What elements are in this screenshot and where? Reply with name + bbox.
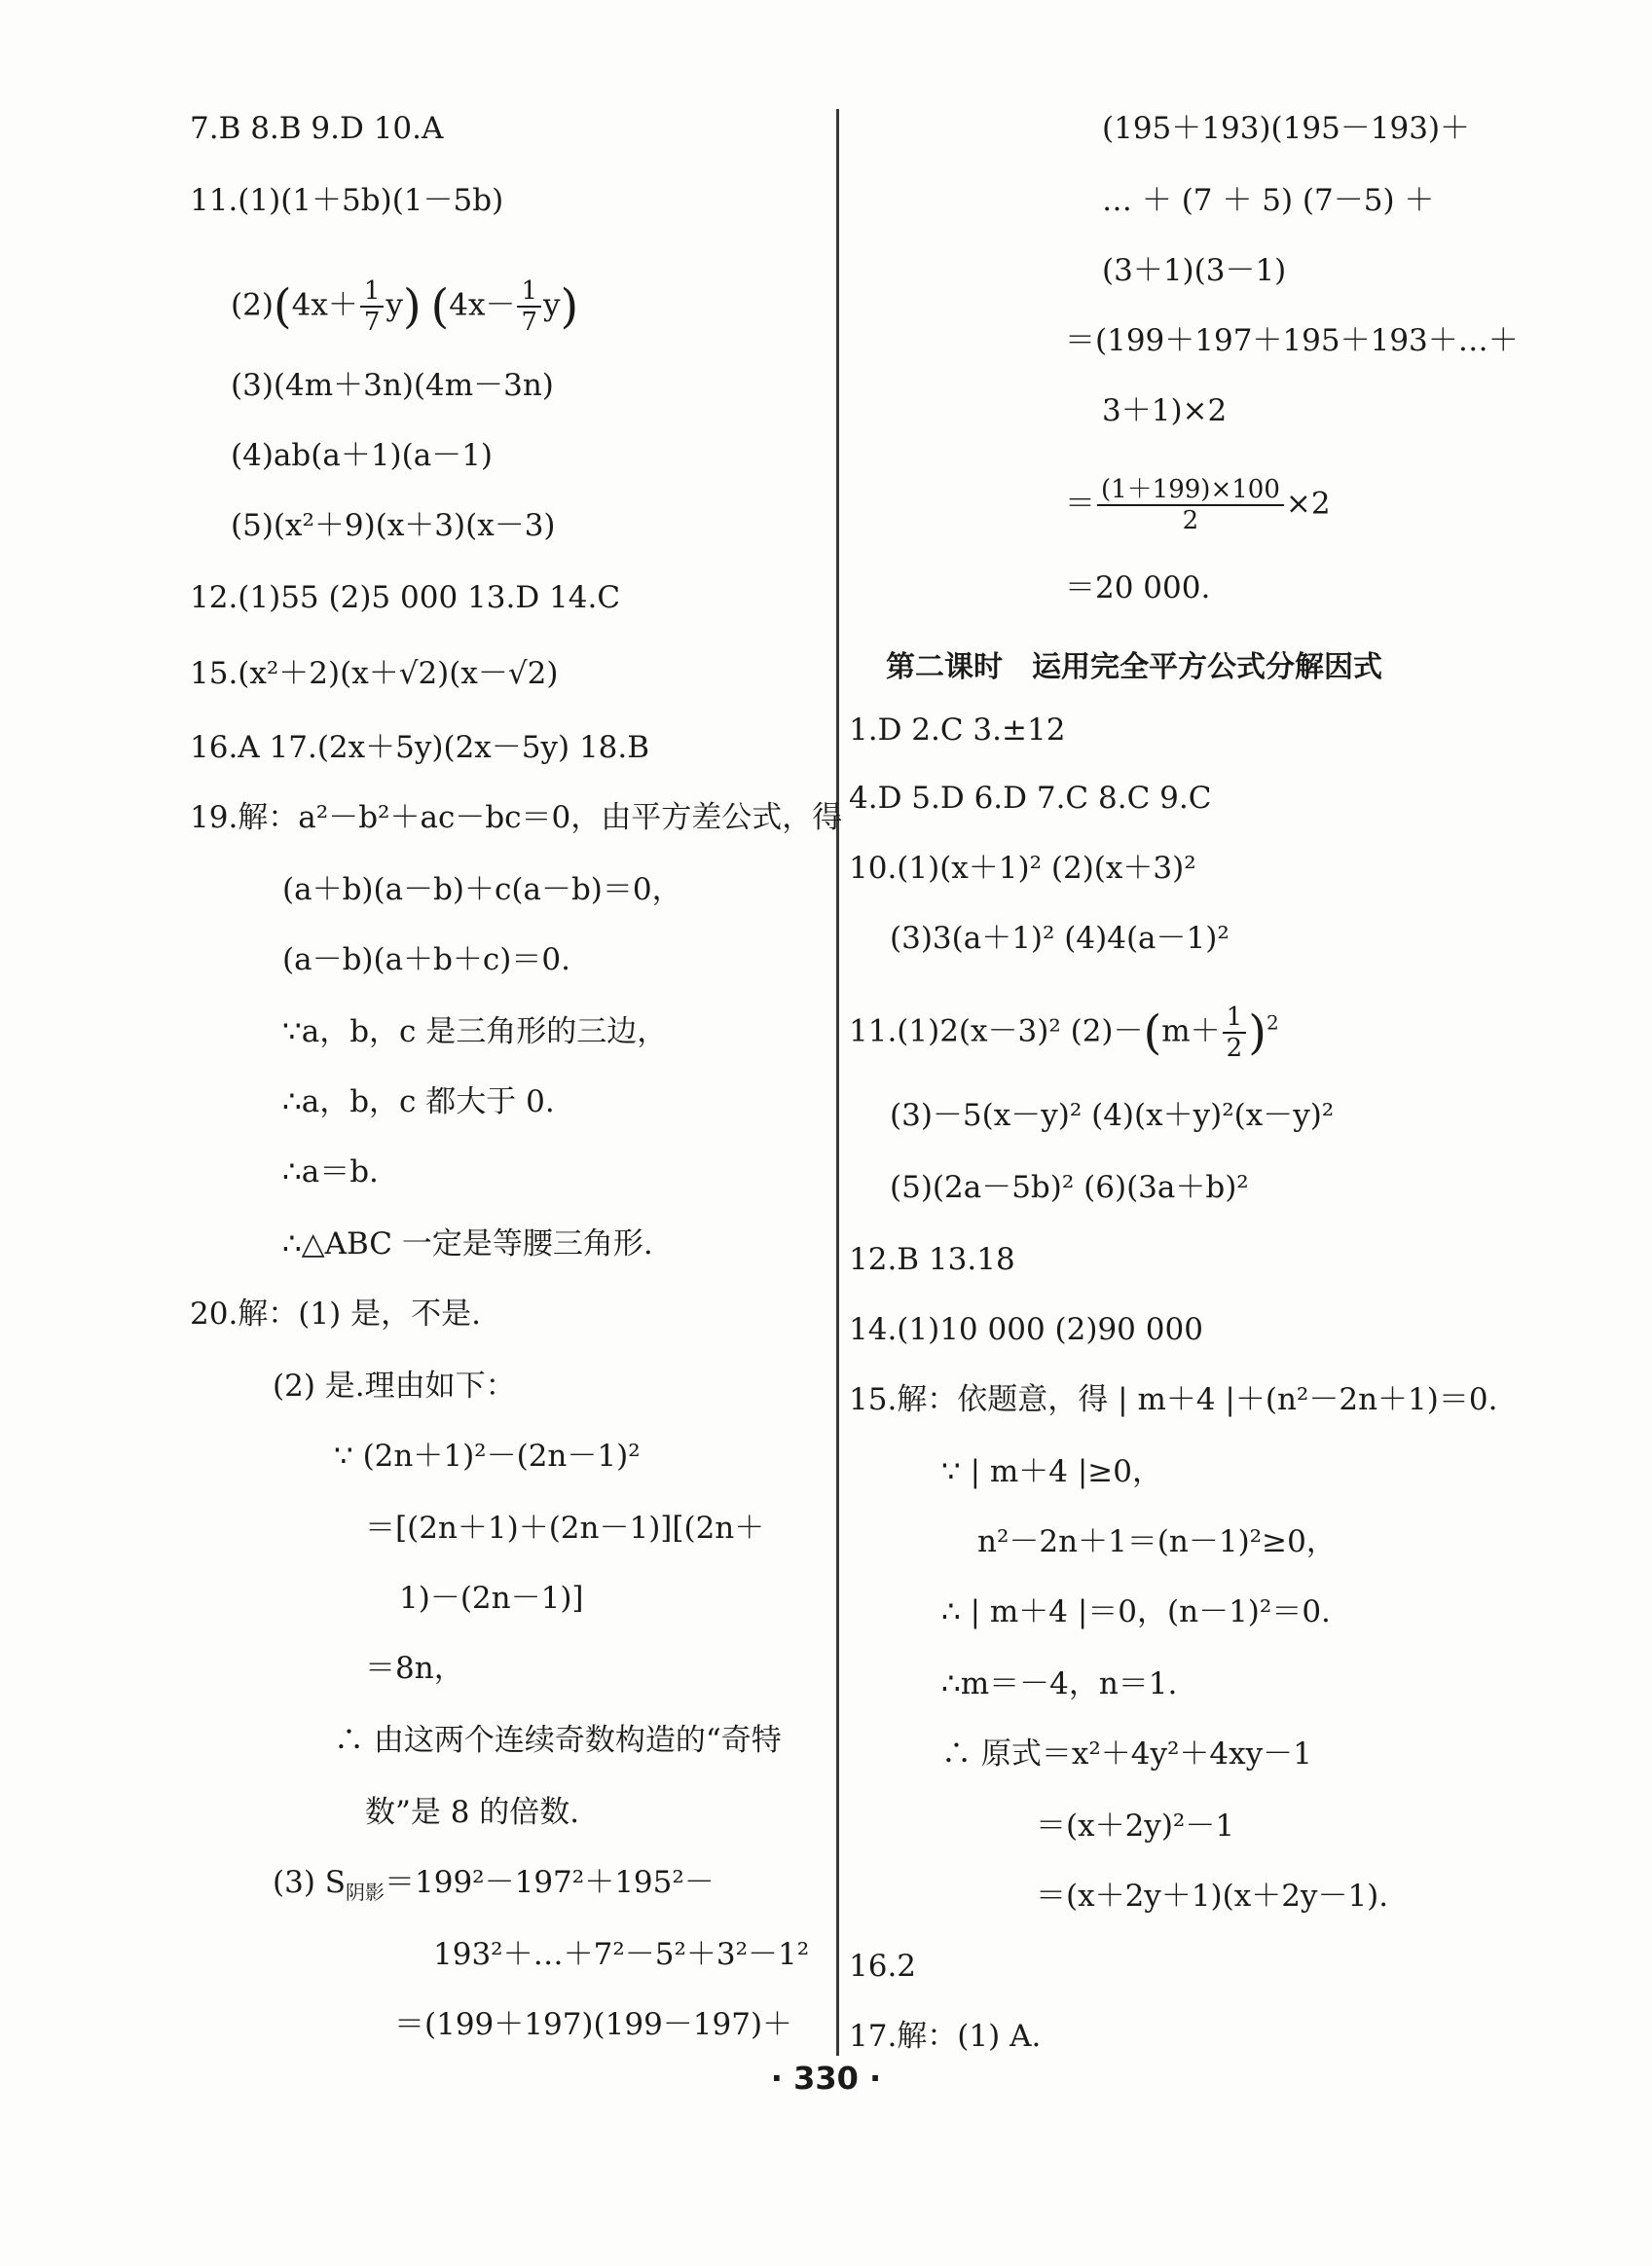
answer-15: 15.(x²＋2)(x＋√2)(x－√2) [190, 656, 559, 691]
answer-20-2-line2: ＝[(2n＋1)＋(2n－1)][(2n＋ [365, 1511, 765, 1546]
answers-1-3: 1.D 2.C 3.±12 [849, 713, 1066, 748]
answer-19-line3: (a－b)(a＋b＋c)＝0. [282, 942, 570, 977]
answer-19-line5: ∴a，b，c 都大于 0. [282, 1084, 555, 1119]
answer-20-2-line4: ＝8n， [365, 1651, 464, 1686]
right-cont-line1: (195＋193)(195－193)＋ [1102, 111, 1471, 146]
column-divider [836, 109, 839, 2056]
answer-19-line6: ∴a＝b. [282, 1154, 379, 1189]
answer-20-3-line2: 193²＋…＋7²－5²＋3²－1² [433, 1937, 810, 1972]
answer-11-4: (4)ab(a＋1)(a－1) [231, 438, 494, 473]
answer-17: 17.解：(1) A. [849, 2019, 1042, 2054]
answer-20-2-line3: 1)－(2n－1)] [399, 1581, 584, 1616]
answer-11-b: (3)－5(x－y)² (4)(x＋y)²(x－y)² [890, 1098, 1335, 1133]
answer-20-2: (2) 是.理由如下： [273, 1369, 516, 1404]
answers-7-10: 7.B 8.B 9.D 10.A [190, 111, 444, 146]
answer-14: 14.(1)10 000 (2)90 000 [849, 1312, 1203, 1347]
answer-11-2: (2)(4x＋ $\frac{1}{7}$ y) (4x－ $\frac{1}{7}$ y) [231, 276, 579, 337]
answer-11-c: (5)(2a－5b)² (6)(3a＋b)² [890, 1170, 1249, 1205]
right-cont-line6: ＝ $\frac{(1+199)\times 100}{2}$ ×2 [1065, 475, 1331, 535]
answer-10-a: 10.(1)(x＋1)² (2)(x＋3)² [849, 851, 1196, 886]
answer-15-line2: ∵ | m＋4 |≥0， [941, 1454, 1162, 1489]
answer-11-a: 11.(1)2(x－3)² (2)－(m＋ $\frac{1}{2}$ )$^2$ [849, 1003, 1279, 1063]
right-cont-line4: ＝(199＋197＋195＋193＋…＋ [1065, 323, 1519, 358]
right-cont-line7: ＝20 000. [1065, 570, 1211, 605]
fraction-one-half: $\frac{1}{2}$ [1223, 1003, 1247, 1063]
answer-20-1: 20.解：(1) 是，不是. [190, 1297, 481, 1332]
answer-16: 16.2 [849, 1949, 917, 1984]
answer-20-3-line3: ＝(199＋197)(199－197)＋ [394, 2007, 793, 2042]
answer-20-3-line1: (3) $S_{阴影}=199^2-197^2+195^2-$ [273, 1865, 715, 1905]
answer-15-line8: ＝(x＋2y＋1)(x＋2y－1). [1036, 1879, 1389, 1914]
answer-19-line2: (a＋b)(a－b)＋c(a－b)＝0， [282, 872, 682, 907]
answer-11-3: (3)(4m＋3n)(4m－3n) [231, 368, 554, 403]
answers-12-13: 12.B 13.18 [849, 1242, 1015, 1277]
right-cont-line2: … ＋ (7 ＋ 5) (7－5) ＋ [1102, 183, 1435, 218]
answer-19-line4: ∵a，b，c 是三角形的三边， [282, 1014, 668, 1049]
answer-11-1: 11.(1)(1＋5b)(1－5b) [190, 183, 504, 218]
answer-15-line5: ∴m＝－4，n＝1. [941, 1666, 1178, 1701]
answer-15-line6: ∴ 原式＝x²＋4y²＋4xy－1 [941, 1736, 1312, 1772]
fraction-one-seventh: $\frac{1}{7}$ [360, 276, 385, 337]
answer-15-line4: ∴ | m＋4 |＝0，(n－1)²＝0. [941, 1594, 1331, 1629]
answers-16-18: 16.A 17.(2x＋5y)(2x－5y) 18.B [190, 730, 650, 765]
answer-19-line7: ∴△ABC 一定是等腰三角形. [282, 1226, 653, 1261]
right-cont-line5: 3＋1)×2 [1102, 393, 1228, 428]
answers-12-14: 12.(1)55 (2)5 000 13.D 14.C [190, 580, 621, 615]
answer-20-2-line5: ∴ 由这两个连续奇数构造的“奇特 [334, 1723, 782, 1758]
answer-11-5: (5)(x²＋9)(x＋3)(x－3) [231, 508, 556, 543]
fraction-sum: $\frac{(1+199)\times 100}{2}$ [1097, 475, 1284, 535]
answer-15-line3: n²－2n＋1＝(n－1)²≥0， [977, 1524, 1337, 1559]
fraction-one-seventh-b: $\frac{1}{7}$ [517, 276, 541, 337]
right-cont-line3: (3＋1)(3－1) [1102, 253, 1287, 288]
page-number: · 330 · [770, 2060, 882, 2097]
answer-20-2-line6: 数”是 8 的倍数. [365, 1795, 580, 1830]
answer-10-b: (3)3(a＋1)² (4)4(a－1)² [890, 921, 1230, 956]
answers-4-9: 4.D 5.D 6.D 7.C 8.C 9.C [849, 781, 1212, 816]
answer-20-2-line1: ∵ (2n＋1)²－(2n－1)² [334, 1439, 641, 1474]
answer-15-line1: 15.解：依题意，得 | m＋4 |＋(n²－2n＋1)＝0. [849, 1382, 1498, 1417]
answer-19-line1: 19.解：a²－b²＋ac－bc＝0，由平方差公式，得 [190, 800, 843, 835]
section-title: 第二课时 运用完全平方公式分解因式 [886, 650, 1382, 684]
answer-15-line7: ＝(x＋2y)²－1 [1036, 1809, 1235, 1844]
